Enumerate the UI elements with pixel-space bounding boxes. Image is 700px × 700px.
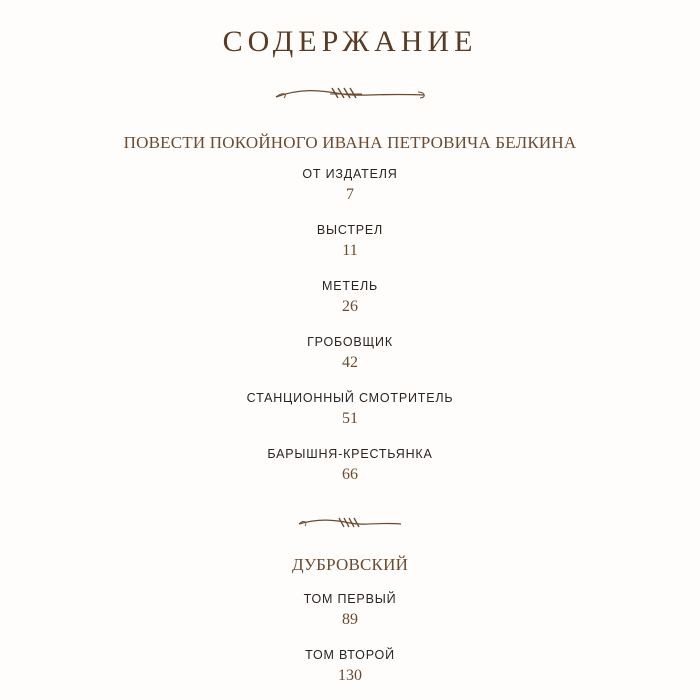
- toc-entry-page: 11: [342, 242, 358, 259]
- toc-entry-title: БАРЫШНЯ-КРЕСТЬЯНКА: [267, 447, 433, 461]
- toc-entry-title: ГРОБОВЩИК: [307, 335, 393, 349]
- toc-entry-page: 51: [342, 410, 358, 427]
- toc-entry-title: МЕТЕЛЬ: [322, 279, 378, 293]
- toc-entry-title: ТОМ ПЕРВЫЙ: [303, 592, 397, 606]
- toc-entry-page: 42: [342, 354, 358, 371]
- small-flourish-divider-icon: [295, 511, 405, 535]
- flourish-divider-icon: [270, 82, 430, 106]
- toc-entry-page: 89: [342, 611, 358, 628]
- toc-entry-title: ОТ ИЗДАТЕЛЯ: [302, 167, 398, 181]
- toc-entry-page: 66: [342, 466, 358, 483]
- toc-entry-page: 130: [338, 667, 362, 684]
- toc-entry-title: ВЫСТРЕЛ: [316, 223, 384, 237]
- toc-entry-page: 7: [346, 186, 354, 203]
- toc-entry-title: ТОМ ВТОРОЙ: [305, 648, 395, 662]
- toc-entry-title: СТАНЦИОННЫЙ СМОТРИТЕЛЬ: [246, 391, 454, 405]
- section-title-belkin: ПОВЕСТИ ПОКОЙНОГО ИВАНА ПЕТРОВИЧА БЕЛКИНА: [123, 133, 577, 152]
- section-title-dubrovsky: ДУБРОВСКИЙ: [291, 555, 409, 574]
- toc-entry-page: 26: [342, 298, 358, 315]
- page-title: СОДЕРЖАНИЕ: [222, 25, 478, 58]
